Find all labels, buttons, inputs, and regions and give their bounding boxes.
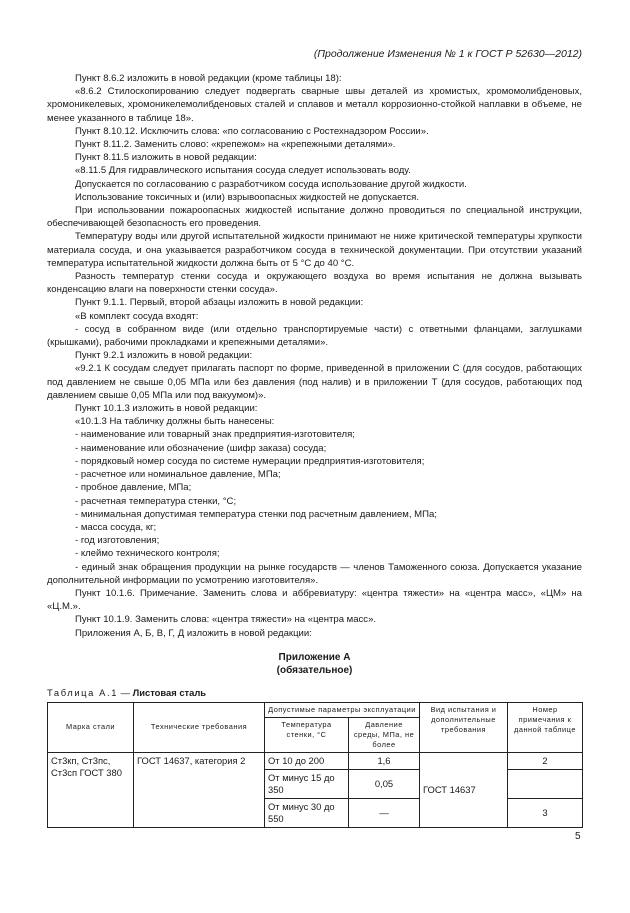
paragraph: - единый знак обращения продукции на рынке государств — членов Таможенного союза. Допускается указание дополнительной информации по усмотрению изготовителя».: [47, 561, 582, 586]
cell-temp: От минус 15 до 350: [265, 769, 349, 798]
paragraph: Температуру воды или другой испытательной жидкости принимают не ниже критической температуры хрупкости материала сосуда, и она указывается разработчиком сосуда в технической документации. При отсутствии указаний температура испытательной жидкости должна быть от 5 °С до 40 °С.: [47, 231, 582, 269]
paragraph: Использование токсичных и (или) взрывоопасных жидкостей не допускается.: [75, 191, 419, 203]
document-body: [47, 72, 582, 828]
paragraph: Пункт 8.10.12. Исключить слова: «по согласованию с Ростехнадзором России».: [75, 125, 429, 137]
cell-pressure: 0,05: [349, 769, 420, 798]
paragraph: - порядковый номер сосуда по системе нумерации предприятия-изготовителя;: [75, 455, 425, 467]
cell-pressure: —: [349, 798, 420, 827]
paragraph: - клеймо технического контроля;: [75, 548, 220, 560]
paragraph: - минимальная допустимая температура стенки под расчетным давлением, МПа;: [75, 508, 437, 520]
paragraph: Допускается по согласованию с разработчиком сосуда использование другой жидкости.: [75, 178, 467, 190]
appendix-title: Приложение А: [278, 651, 351, 663]
cell-temp: От минус 30 до 550: [265, 798, 349, 827]
paragraph: «9.2.1 К сосудам следует прилагать паспорт по форме, приведенной в приложении С (для сосудов, работающих под давлением не свыше 0,05 МПа или без давления (под налив) и в приложении Т (для сосудов, работающих под давлением свыше 0,05 МПа или под вакуумом)».: [47, 363, 582, 401]
paragraph: При использовании пожароопасных жидкостей испытание должно проводиться по специальной инструкции, обеспечивающей безопасность его проведения.: [47, 205, 582, 230]
paragraph: Пункт 10.1.6. Примечание. Заменить слова и аббревиатуру: «центра тяжести» на «центра масс», «ЦМ» на «Ц.М.».: [47, 587, 582, 613]
cell-tech: ГОСТ 14637, категория 2: [134, 752, 265, 827]
cell-note: [508, 769, 583, 798]
header-grade: Марка стали: [48, 702, 134, 752]
paragraphs: [47, 72, 582, 640]
paragraph: Приложения А, Б, В, Г, Д изложить в новой редакции:: [75, 627, 312, 639]
paragraph: Пункт 9.2.1 изложить в новой редакции:: [75, 350, 253, 362]
cell-note: 3: [508, 798, 583, 827]
paragraph: Пункт 9.1.1. Первый, второй абзацы изложить в новой редакции:: [75, 297, 364, 309]
cell-temp: От 10 до 200: [265, 752, 349, 769]
page-header: (Продолжение Изменения № 1 к ГОСТ Р 52630—2012): [313, 48, 582, 60]
header-tech: Технические требования: [134, 702, 265, 752]
paragraph: - расчетная температура стенки, °С;: [75, 495, 237, 507]
header-allowed: Допустимые параметры эксплуатации: [265, 702, 420, 717]
cell-pressure: 1,6: [349, 752, 420, 769]
header-temp: Температура стенки, °С: [265, 717, 349, 752]
paragraph: - наименование или обозначение (шифр заказа) сосуда;: [75, 442, 327, 454]
paragraph: - пробное давление, МПа;: [75, 482, 192, 494]
paragraph: «8.6.2 Стилоскопированию следует подвергать сварные швы деталей из хромистых, хромомолибденовых, хромоникелевых, хромоникелемолибденовых сталей и сплавов и металл коррозионно-стойкой наплавки в объеме, не менее указанного в таблице 18».: [47, 86, 582, 124]
paragraph: «В комплект сосуда входят:: [75, 310, 199, 322]
paragraph: - сосуд в собранном виде (или отдельно транспортируемые части) с ответными фланцами, заглушками (крышками), рабочими прокладками и крепежными деталями».: [47, 323, 582, 349]
appendix-heading: [47, 651, 582, 678]
table-caption-title: Листовая сталь: [132, 686, 207, 698]
paragraph: «8.11.5 Для гидравлического испытания сосуда следует использовать воду.: [75, 165, 411, 177]
steel-table: [47, 702, 583, 828]
paragraph: Пункт 10.1.9. Заменить слова: «центра тяжести» на «центра масс».: [75, 614, 377, 626]
cell-note: 2: [508, 752, 583, 769]
paragraph: - расчетное или номинальное давление, МПа;: [75, 469, 281, 481]
cell-test: ГОСТ 14637: [420, 752, 508, 827]
paragraph: Разность температур стенки сосуда и окружающего воздуха во время испытания не должна вызывать конденсацию влаги на поверхности стенки сосуда».: [47, 271, 582, 296]
paragraph: - масса сосуда, кг;: [75, 521, 157, 533]
header-test: Вид испытания и дополнительные требования: [420, 702, 508, 752]
paragraph: Пункт 8.6.2 изложить в новой редакции (кроме таблицы 18):: [75, 73, 342, 84]
header-note: Номер примечания к данной таблице: [508, 702, 583, 752]
table-row: [48, 752, 583, 769]
page-number: 5: [575, 831, 581, 842]
table-caption-dash: —: [118, 686, 133, 698]
appendix-subtitle: (обязательное): [276, 665, 353, 677]
table-caption: [47, 686, 582, 699]
header-pressure: Давление среды, МПа, не более: [349, 717, 420, 752]
paragraph: Пункт 10.1.3 изложить в новой редакции:: [75, 403, 258, 415]
paragraph: Пункт 8.11.2. Заменить слово: «крепежом» на «крепежными деталями».: [75, 139, 396, 151]
paragraph: «10.1.3 На табличку должны быть нанесены:: [75, 416, 275, 428]
paragraph: Пункт 8.11.5 изложить в новой редакции:: [75, 152, 257, 164]
paragraph: - наименование или товарный знак предприятия-изготовителя;: [75, 429, 355, 441]
cell-grade: Ст3кп, Ст3пс, Ст3сп ГОСТ 380: [48, 752, 134, 827]
paragraph: - год изготовления;: [75, 535, 160, 547]
table-caption-label: Таблица А.1: [47, 686, 119, 698]
